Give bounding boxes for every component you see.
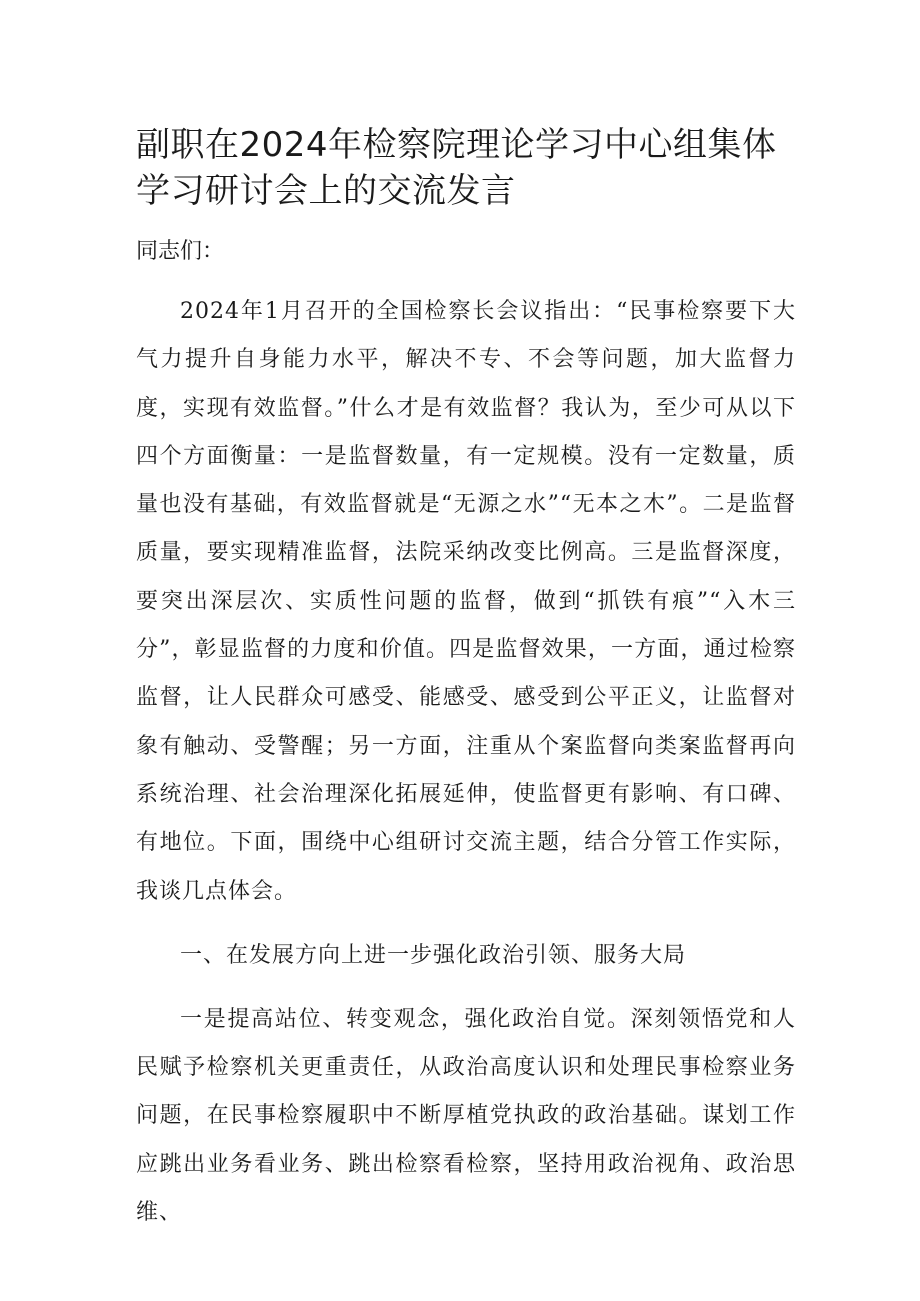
- section-paragraph: 一是提高站位、转变观念，强化政治自觉。深刻领悟党和人民赋予检察机关更重责任，从政治高度认识和处理民事检察业务问题，在民事检察履职中不断厚植党执政的政治基础。谋划工作应跳出业务看业务、跳出检察看检察，坚持用政治视角、政治思维、: [136, 1006, 796, 1226]
- salutation: 同志们：: [136, 239, 225, 264]
- section-heading: 一、在发展方向上进一步强化政治引领、服务大局: [180, 942, 687, 968]
- body-paragraph: 2024年1月召开的全国检察长会议指出：“民事检察要下大气力提升自身能力水平，解决不专、不会等问题，加大监督力度，实现有效监督。”什么才是有效监督？我认为，至少可从以下四个方面衡量：一是监督数量，有一定规模。没有一定数量，质量也没有基础，有效监督就是“无源之水”“无本之木”。二是监督质量，要实现精准监督，法院采纳改变比例高。三是监督深度，要突出深层次、实质性问题的监督，做到“抓铁有痕”“入木三分”，彰显监督的力度和价值。四是监督效果，一方面，通过检察监督，让人民群众可感受、能感受、感受到公平正义，让监督对象有触动、受警醒；另一方面，注重从个案监督向类案监督再向系统治理、社会治理深化拓展延伸，使监督更有影响、有口碑、有地位。下面，围绕中心组研讨交流主题，结合分管工作实际，我谈几点体会。: [136, 299, 796, 904]
- document-title: 副职在2024年检察院理论学习中心组集体学习研讨会上的交流发言: [136, 125, 777, 211]
